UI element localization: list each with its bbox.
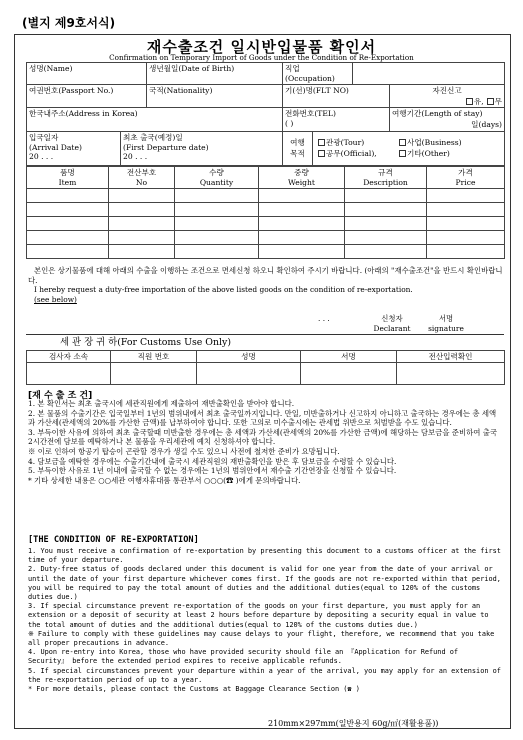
- items-header-row: 품명 Item 전산부호 No 수량 Quantity 중량 Weight 규격 Description 가격 Price: [27, 167, 505, 189]
- conditions-kr-list: [28, 399, 502, 485]
- conditions-en-list: [28, 547, 502, 694]
- official-checkbox[interactable]: [318, 150, 325, 157]
- items-table: [26, 166, 505, 259]
- tel-field[interactable]: 전화번호(TEL) ( ): [283, 108, 390, 132]
- departure-date-field[interactable]: 최초 출국(예정)일 (First Departure date) 20 . . .: [121, 132, 283, 166]
- list-item: * 기타 상세한 내용은 ○○세관 여행자휴대품 통관부서 ○○○(☎ )에게 문의바랍니다.: [28, 475, 301, 485]
- attachment-label: (별지 제9호서식): [22, 16, 116, 30]
- declaration-date: . . .: [318, 314, 330, 323]
- list-item: 5. If special circumstances prevent your departure within a year of the arrival, you may apply for an extension of the re-exportation period of up to a year.: [28, 666, 501, 684]
- divider: [26, 334, 504, 335]
- travel-purpose-options: 관광(Tour) 사업(Business) 공무(Official), 기타(Other): [313, 132, 505, 166]
- table-row[interactable]: [27, 189, 505, 203]
- travel-purpose-label: 여행 목적: [283, 132, 313, 166]
- tour-checkbox[interactable]: [318, 139, 325, 146]
- list-item: 3. 부득이한 사유에 의하여 최초 출국할때 미반출한 경우에는 총 세액과 가산세(관세액의 20%를 가산한 금액)에 해당하는 담보금을 준비하여 출국 2시간전에 담보를 예탁하거나 본 물품을 우리세관에 예치 신청하셔야 합니다.: [28, 427, 497, 447]
- customs-table: [26, 350, 505, 385]
- form-subtitle: Confirmation on Temporary Import of Goods under the Condition of Re-Exportation: [109, 53, 414, 62]
- list-item: 2. 본 물품의 수출기간은 입국일부터 1년의 범위내에서 최초 출국일까지입니다. 만일, 미반출하거나 신고하지 아니하고 출국하는 경우에는 총 세액과 가산세(관세액의 20%를 가산한 금액)를 납부하여야 합니다. 또한 고의로 미수출시에는 관세법 위반으로 처벌받을 수도 있습니다.: [28, 408, 497, 428]
- table-row[interactable]: [27, 363, 505, 385]
- passport-field[interactable]: 여권번호(Passport No.): [27, 85, 147, 108]
- list-item: 2. Duty-free status of goods declared under this document is valid for one year from the date of your arrival or until the date of your first departure whichever comes first. If the goods are not re-exported within that period, you will be required to pay the total amount of duties and the additional duties(equal to 120% of the customs duties due.): [28, 565, 501, 602]
- list-item: * For more details, please contact the Customs at Baggage Clearance Section (☎ ): [28, 685, 360, 694]
- list-item: 4. 담보금을 예탁한 경우에는 수출기간내에 출국시 세관직원의 재반출확인을 받은 후 담보금을 수령할 수 있습니다.: [28, 456, 397, 466]
- occupation-field[interactable]: 직업 (Occupation): [283, 63, 353, 85]
- table-row[interactable]: [27, 203, 505, 217]
- list-item: 1. 본 확인서는 최초 출국시에 세관직원에게 제출하여 재반출확인을 받아야 합니다.: [28, 399, 295, 408]
- signature-label: 서명 signature: [428, 314, 464, 333]
- conditions-kr-header: [재 수 출 조 건]: [28, 391, 93, 401]
- name-field[interactable]: 성명(Name): [27, 63, 147, 85]
- flight-field[interactable]: 기(선)명(FLT NO): [283, 85, 390, 108]
- nationality-field[interactable]: 국적(Nationality): [147, 85, 283, 108]
- list-item: ※ Failure to comply with these guidelines may cause delays to your flight, therefore, we recommend that you take all proper precautions in advance.: [28, 629, 495, 648]
- customs-title: 세 관 장 귀 하(For Customs Use Only): [60, 337, 231, 348]
- customs-header-row: 검사자 소속 직원 번호 성명 서명 전산입력확인: [27, 351, 505, 363]
- dob-field[interactable]: 생년월일(Date of Birth): [147, 63, 283, 85]
- form-title: 재수출조건 일시반입물품 확인서: [146, 38, 377, 56]
- table-row[interactable]: [27, 217, 505, 231]
- self-declare-field: 자진신고 유, 무: [390, 85, 505, 108]
- table-row[interactable]: [27, 245, 505, 259]
- address-field[interactable]: 한국내주소(Address in Korea): [27, 108, 283, 132]
- declare-no-checkbox[interactable]: [487, 98, 494, 105]
- declaration-text: 본인은 상기물품에 대해 아래의 수출을 이행하는 조건으로 면세신청 하오니 확인하여 주시기 바랍니다. (아래의 "재수출조건"을 반드시 확인바랍니다. I hereby request a duty-free importation of the above listed goods on the condition of re-exportation. (see below): [28, 266, 503, 304]
- declare-yes-checkbox[interactable]: [466, 98, 473, 105]
- paper-spec-footer: 210mm×297mm(일반용지 60g/㎡(재활용품)): [268, 719, 439, 728]
- personal-info-table: [26, 62, 505, 166]
- declarant-label: 신청자 Declarant: [373, 314, 411, 333]
- table-row[interactable]: [27, 231, 505, 245]
- business-checkbox[interactable]: [399, 139, 406, 146]
- list-item: 3. If special circumstance prevent re-exportation of the goods on your first departure, you must apply for an extension or a deposit of security at least 2 hours before departure by depositing a security equal in value to the total amount of duties and the additional duties(equal to 120% of the customs duties due.): [28, 602, 489, 629]
- conditions-en-header: [THE CONDITION OF RE-EXPORTATION]: [28, 535, 199, 545]
- other-checkbox[interactable]: [399, 150, 406, 157]
- list-item: 5. 부득이한 사유로 1년 이내에 출국할 수 없는 경우에는 1년의 범위안에서 재수출 기간연장을 신청할 수 있습니다.: [28, 466, 397, 476]
- list-item: ※ 이로 인하여 항공기 탑승이 곤란할 경우가 생길 수도 있으니 사전에 철저한 준비가 요망됩니다.: [28, 446, 340, 456]
- arrival-date-field[interactable]: 입국일자 (Arrival Date) 20 . . .: [27, 132, 121, 166]
- stay-length-field[interactable]: 여행기간(Length of stay) 일(days): [390, 108, 505, 132]
- list-item: 1. You must receive a confirmation of re-exportation by presenting this document to a customs officer at the first time of your departure.: [28, 547, 501, 565]
- list-item: 4. Upon re-entry into Korea, those who have provided security should file an 『Application for Refund of Security』 before the extended period expires to receive applicable refunds.: [28, 648, 459, 666]
